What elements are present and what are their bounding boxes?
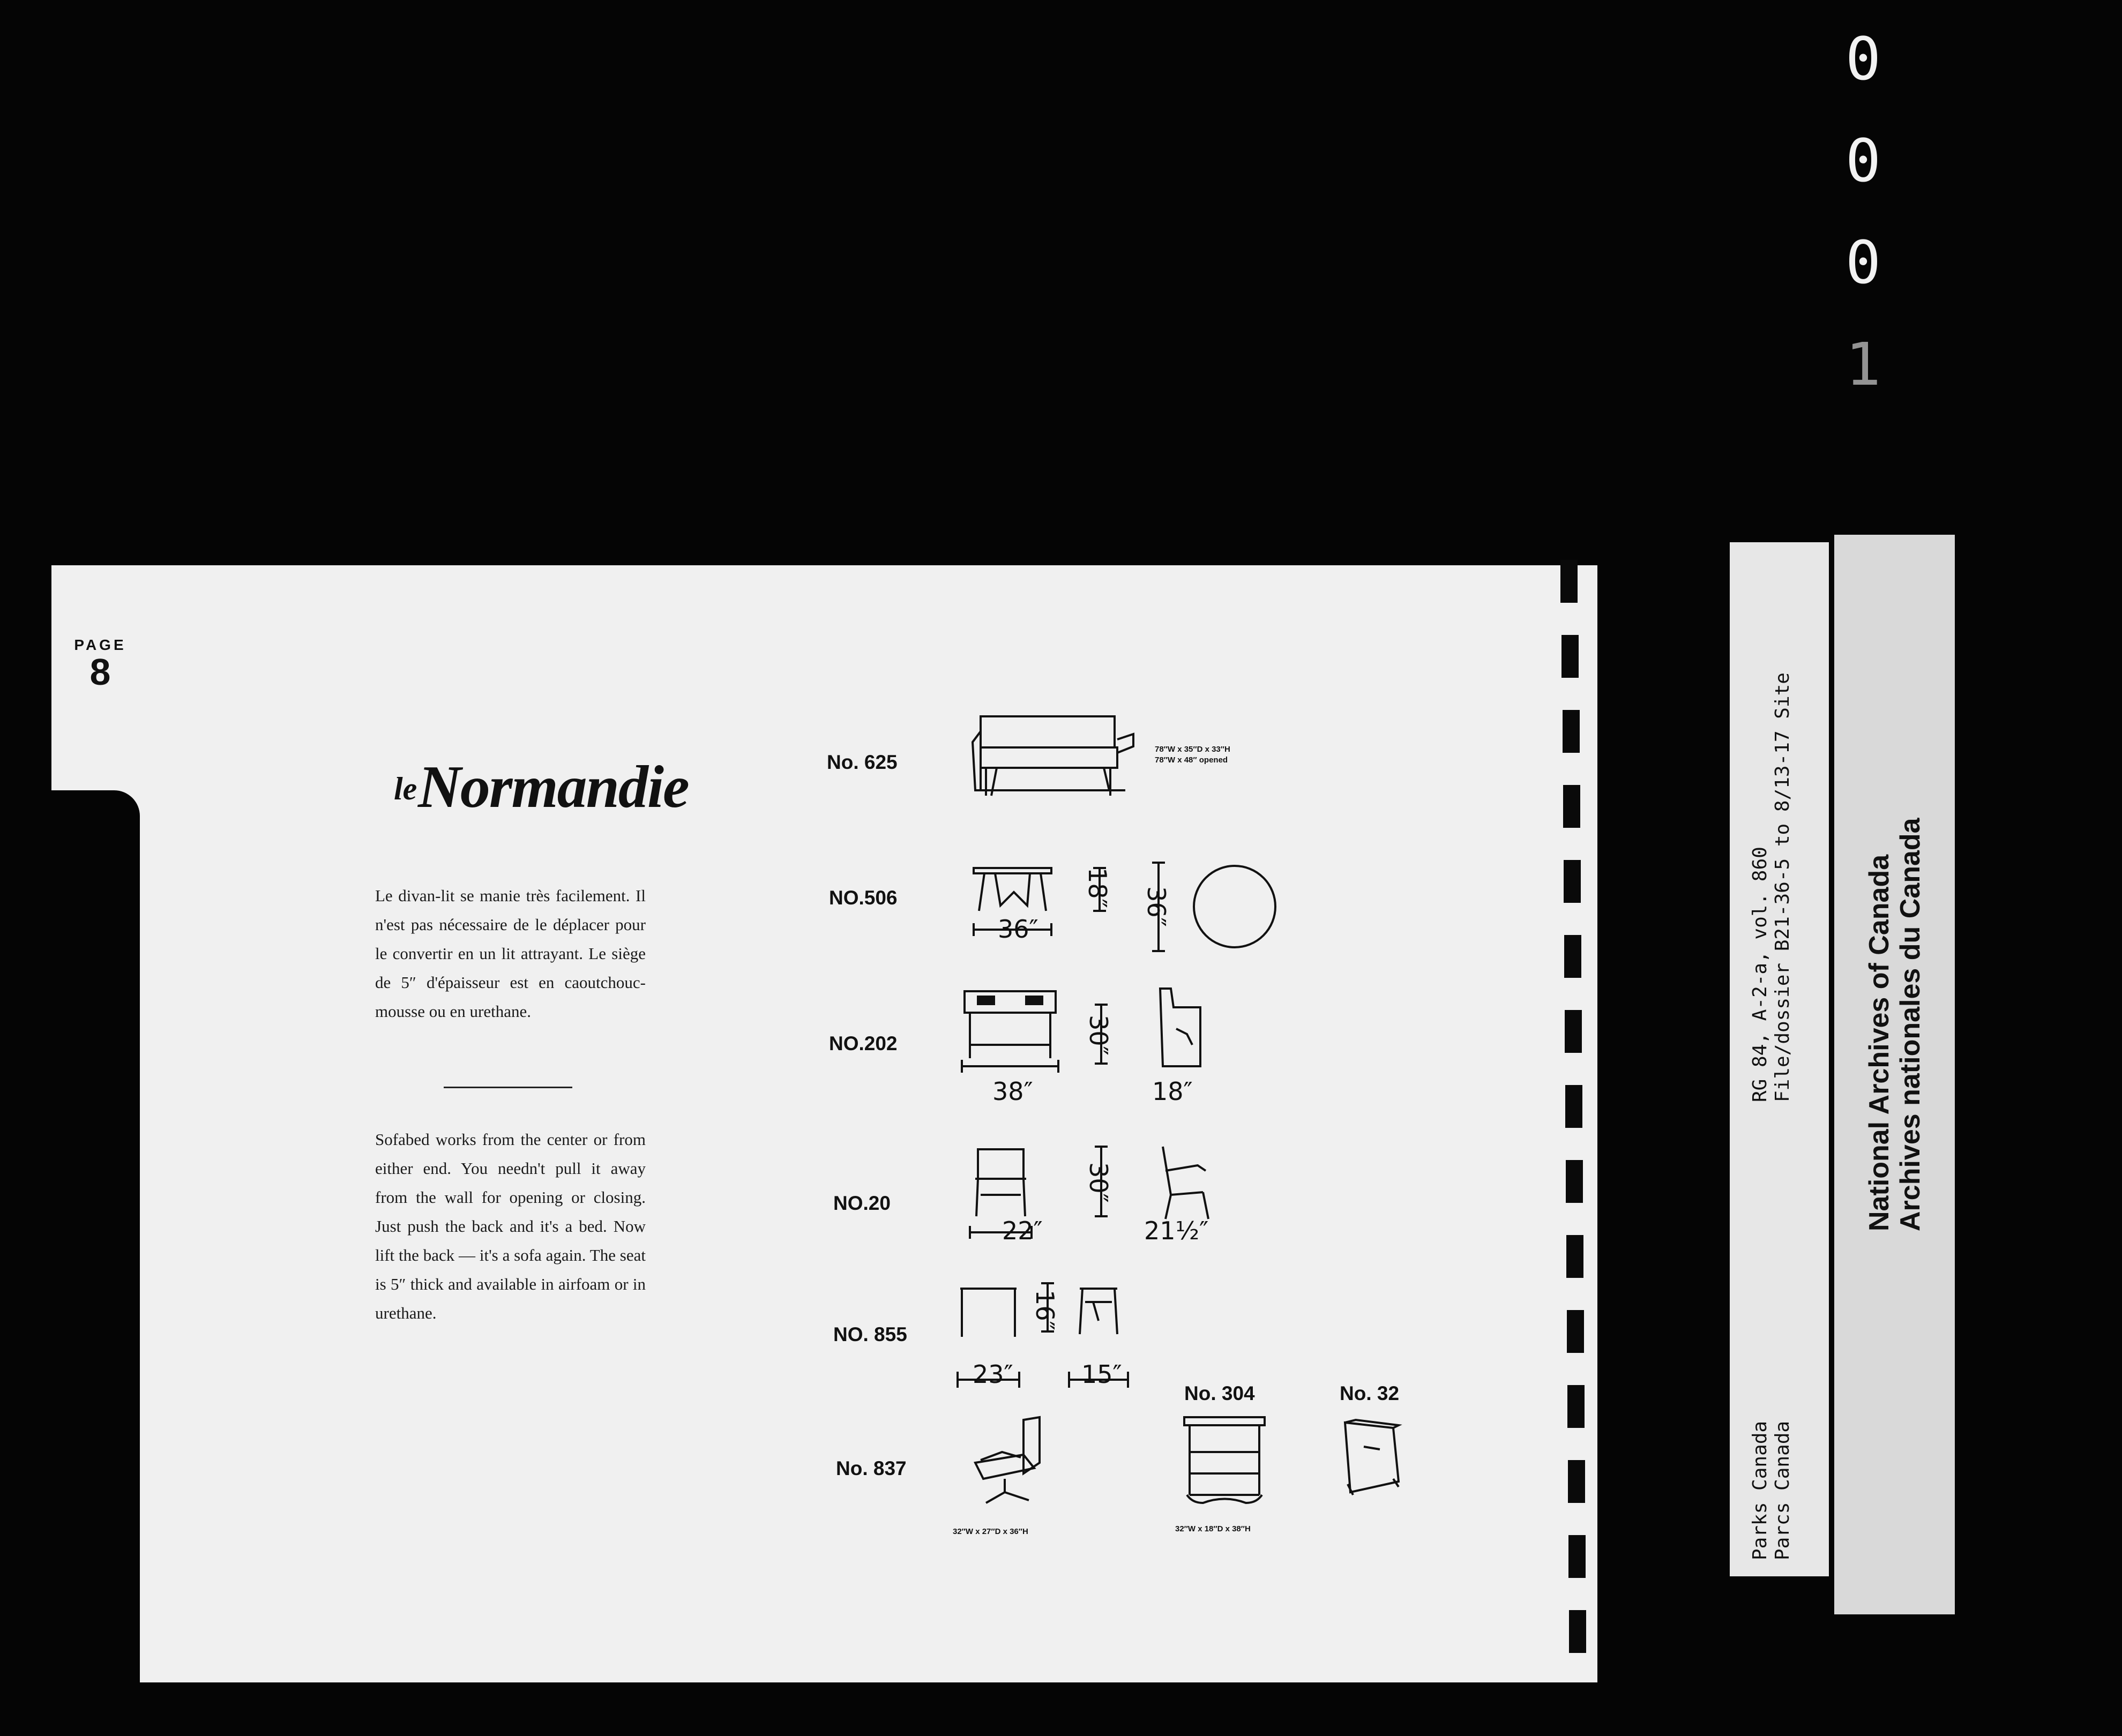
sprocket-hole: [1569, 1610, 1586, 1653]
dim-506-diameter: 36″: [1141, 886, 1171, 927]
chair-side-drawing: [1155, 1141, 1214, 1222]
frame-digit: 1: [1845, 330, 1881, 399]
dim-202-height: 30″: [1084, 1015, 1113, 1056]
model-label-855: NO. 855: [833, 1323, 907, 1345]
archive-ref-line1: RG 84, A-2-a, vol. 860: [1749, 847, 1771, 1102]
sprocket-hole: [1563, 710, 1580, 753]
dim-855-height: 16″: [1030, 1290, 1059, 1330]
sprocket-hole: [1566, 1235, 1583, 1278]
spec-625-closed: 78″W x 35″D x 33″H: [1155, 745, 1230, 754]
catalog-page: [51, 565, 1597, 1682]
sofabed-drawing: [970, 710, 1141, 804]
sprocket-hole: [1564, 935, 1581, 978]
description-french: Le divan-lit se manie très facilement. Il n'est pas nécessaire de le déplacer pour le convertir en un lit attrayant. Le siège de 5″ d'épaisseur est en caoutchouc-mousse ou en urethane.: [375, 886, 646, 1021]
sprocket-hole: [1565, 1085, 1582, 1128]
title-prefix: le: [394, 771, 417, 806]
dim-506-width: 36″: [998, 915, 1038, 944]
model-label-32: No. 32: [1340, 1382, 1400, 1404]
desk-drawing: [959, 986, 1061, 1072]
dim-20-height: 30″: [1084, 1162, 1113, 1203]
sprocket-hole: [1566, 1160, 1583, 1203]
sprocket-hole: [1565, 1010, 1582, 1053]
swivel-chair-drawing: [970, 1415, 1050, 1508]
sprocket-hole: [1560, 560, 1578, 603]
model-label-506: NO.506: [829, 887, 898, 909]
sprocket-hole: [1567, 1310, 1584, 1353]
sprocket-hole: [1563, 785, 1580, 828]
spec-304: 32″W x 18″D x 38″H: [1175, 1524, 1251, 1533]
dim-202-depth: 18″: [1152, 1077, 1193, 1106]
archive-owner: [1749, 1421, 1794, 1560]
divider: [444, 1087, 572, 1088]
archives-name: [1864, 818, 1926, 1231]
model-label-202: NO.202: [829, 1032, 898, 1054]
frame-counter: [1841, 25, 1889, 399]
sprocket-hole: [1564, 860, 1581, 903]
dim-202-width: 38″: [992, 1077, 1033, 1106]
archives-name-en: National Archives of Canada: [1864, 854, 1895, 1231]
sprocket-hole: [1568, 1535, 1586, 1578]
stool-side-drawing: [1074, 1283, 1123, 1342]
dim-855-depth: 15″: [1081, 1360, 1122, 1389]
dim-20-width: 22″: [1002, 1216, 1043, 1245]
model-label-20: NO.20: [833, 1192, 891, 1214]
page-number: 8: [89, 651, 111, 693]
description-english: Sofabed works from the center or from either end. You needn't pull it away from the wall for opening or closing. Just push the back and it's a bed. Now lift the back — it's a sofa again. The seat is 5″ thick and available in airfoam or in urethane.: [375, 1130, 646, 1322]
bookcase-drawing: [1182, 1415, 1267, 1508]
frame-digit: 0: [1845, 228, 1881, 297]
spec-837: 32″W x 27″D x 36″H: [953, 1527, 1028, 1536]
model-label-304: No. 304: [1184, 1382, 1255, 1404]
sprocket-hole: [1568, 1460, 1585, 1503]
model-label-837: No. 837: [836, 1457, 907, 1479]
archives-logo-strip: [1834, 535, 1955, 1614]
sprocket-hole: [1567, 1385, 1585, 1428]
waste-basket-drawing: [1340, 1417, 1404, 1503]
dim-20-depth: 21½″: [1144, 1216, 1209, 1245]
archive-reference-strip: [1730, 542, 1829, 1576]
page-title: Normandie: [418, 754, 689, 820]
sprocket-hole: [1561, 635, 1579, 678]
spec-625-opened: 78″W x 48″ opened: [1155, 755, 1228, 765]
archive-owner-line1: Parks Canada: [1749, 1420, 1771, 1560]
page-label: PAGE: [74, 637, 126, 653]
archive-reference: [1749, 672, 1794, 1102]
desk-side-drawing: [1155, 986, 1208, 1072]
frame-digit: 0: [1845, 25, 1881, 93]
dim-506-height: 18″: [1082, 867, 1112, 908]
archives-name-fr: Archives nationales du Canada: [1895, 818, 1926, 1231]
page-tab-cutout: [51, 790, 140, 1685]
archive-ref-line2: File/dossier B21-36-5 to 8/13-17 Site: [1772, 672, 1794, 1102]
frame-digit: 0: [1845, 126, 1881, 195]
stool-drawing: [958, 1283, 1022, 1342]
model-label-625: No. 625: [827, 751, 898, 773]
round-top-drawing: [1191, 863, 1279, 951]
archive-owner-line2: Parcs Canada: [1772, 1420, 1794, 1560]
dim-855-width: 23″: [973, 1360, 1013, 1389]
